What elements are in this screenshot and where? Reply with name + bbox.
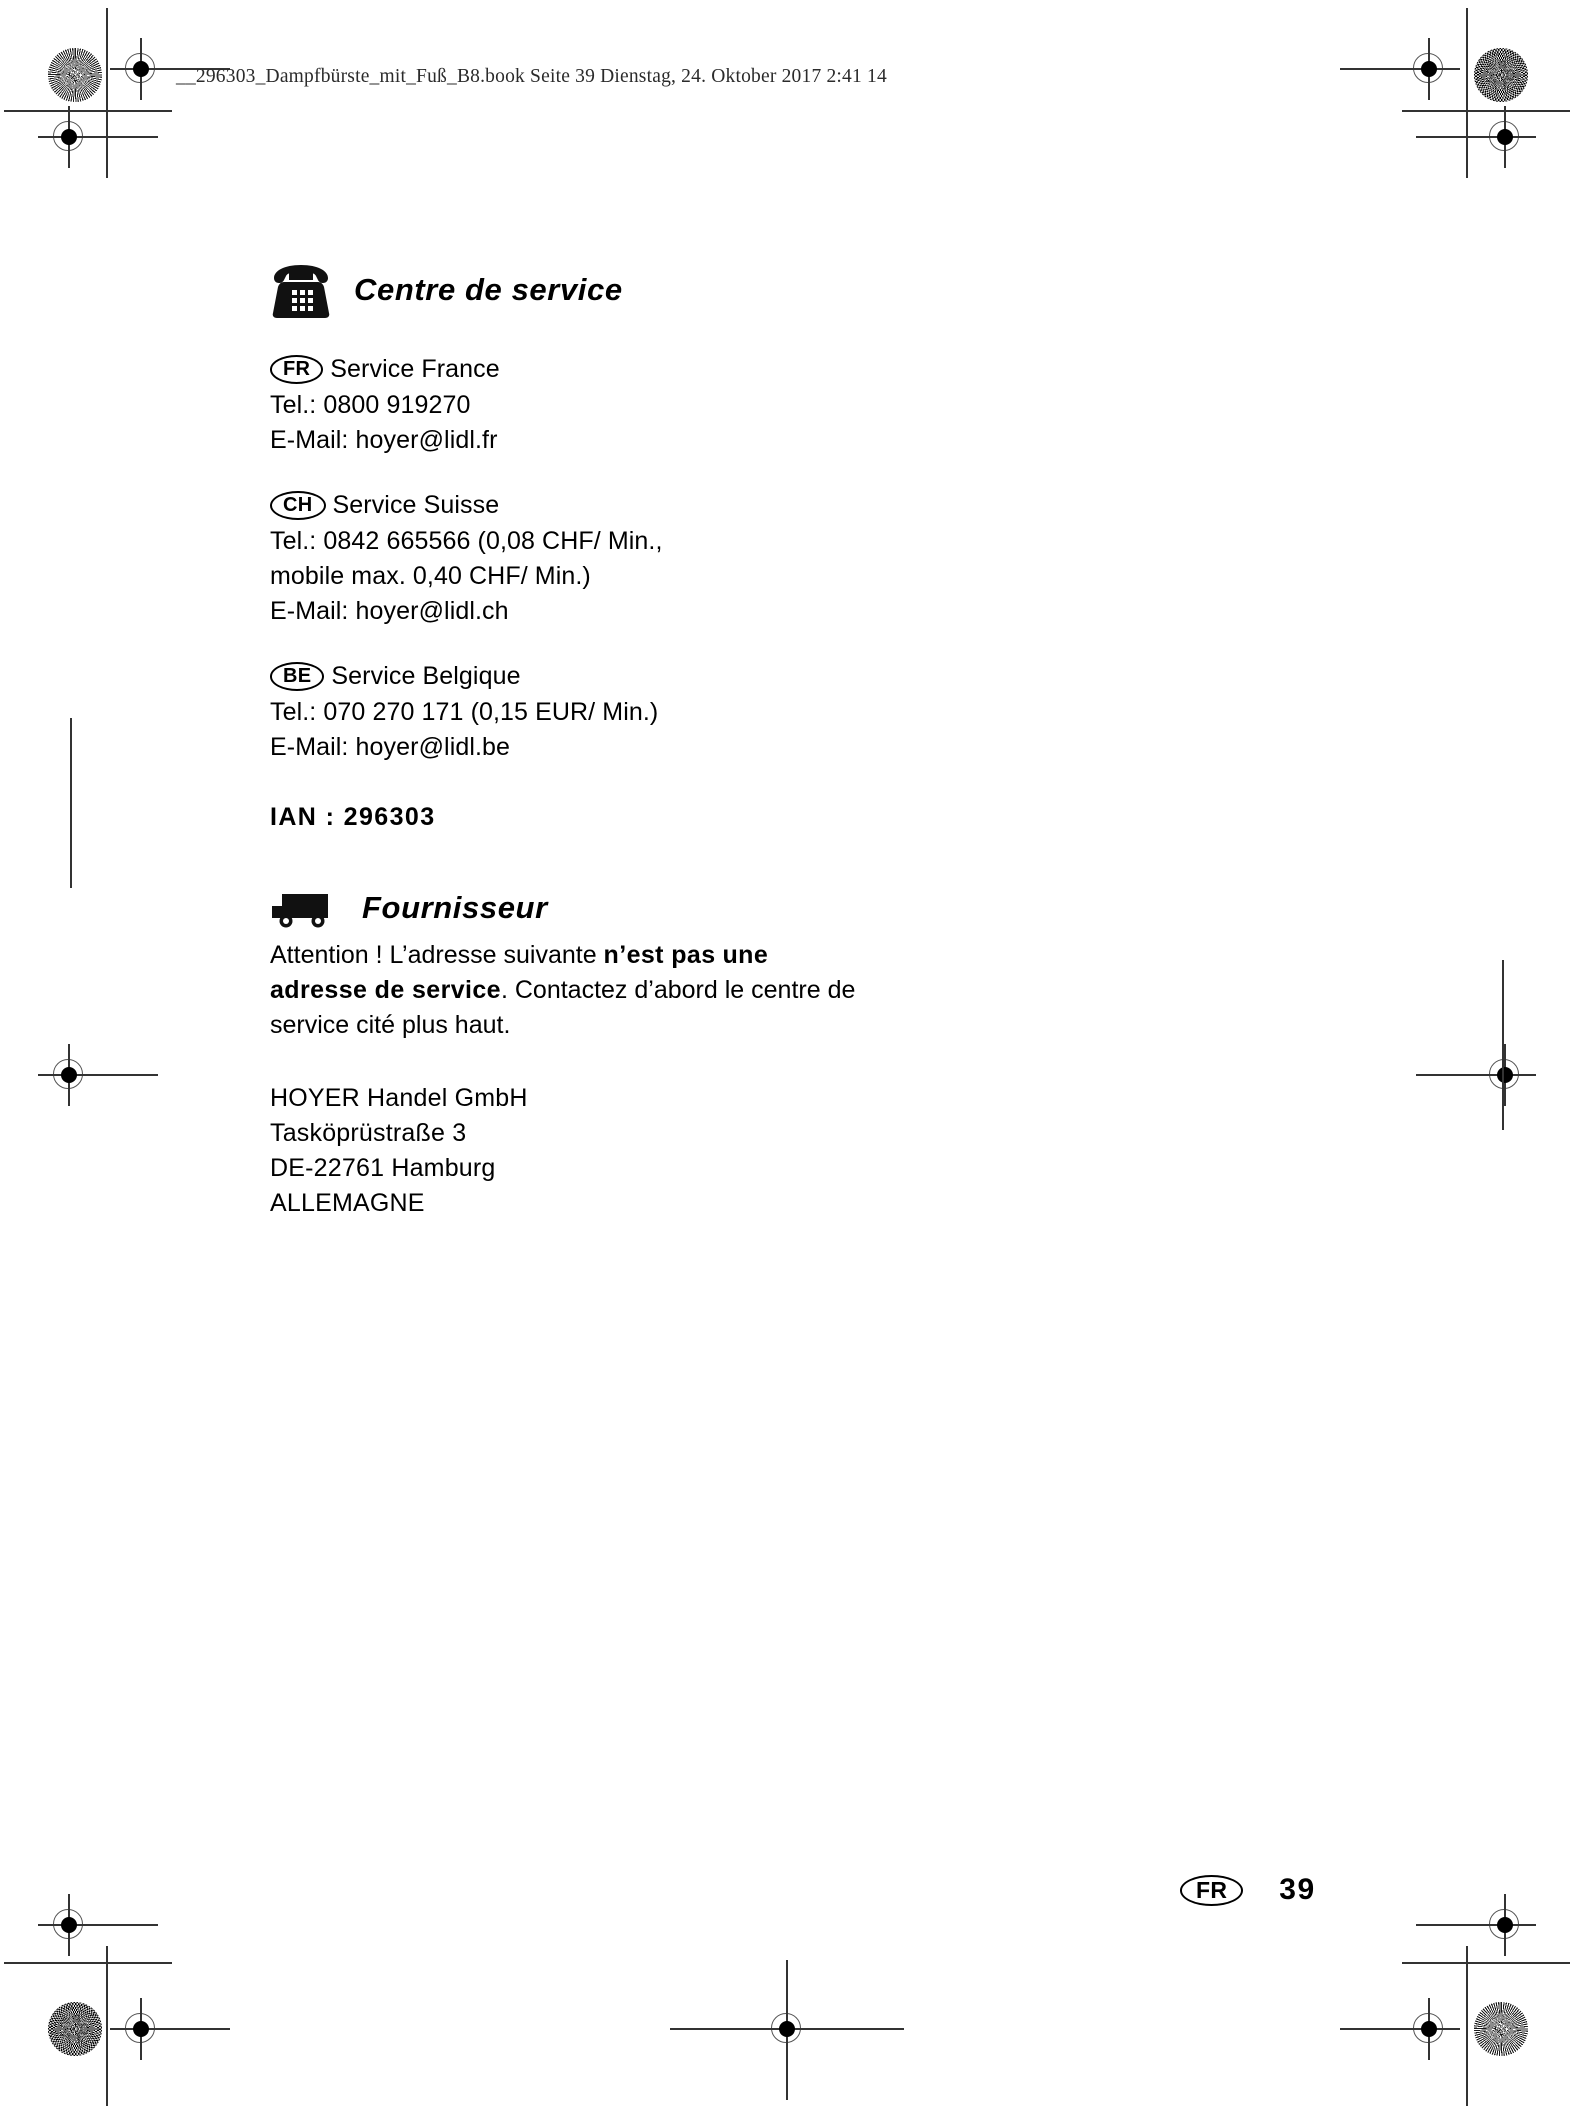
crop-rule-bottom-left-vertical — [106, 1946, 108, 2106]
service-email-ch[interactable]: E-Mail: hoyer@lidl.ch — [270, 597, 509, 625]
notice-part-2: . Contactez — [500, 976, 628, 1004]
crop-rule-bottom-right-vertical — [1466, 1946, 1468, 2106]
page-content — [270, 262, 1170, 1221]
service-tel-be: Tel.: 070 270 171 (0,15 EUR/ Min.) — [270, 698, 659, 726]
page-number: 39 — [1279, 1873, 1316, 1906]
reg-dot — [779, 2021, 795, 2037]
reg-dot — [133, 61, 149, 77]
ian-number: IAN : 296303 — [270, 803, 436, 831]
service-name-row-ch — [270, 488, 1170, 523]
reg-hline — [38, 136, 158, 138]
reg-dot — [1421, 2021, 1437, 2037]
service-name-ch: Service Suisse — [332, 491, 500, 519]
reg-hline — [1340, 68, 1460, 70]
service-name-fr: Service France — [330, 355, 500, 383]
truck-icon — [270, 888, 340, 928]
supplier-address — [270, 1081, 1170, 1221]
reg-dot — [1421, 61, 1437, 77]
crop-rule-right-bottom-horizontal — [1402, 1962, 1570, 1964]
starburst-mark-top-left — [48, 48, 102, 102]
country-badge-be: BE — [270, 662, 324, 691]
registration-mark-bottom-left — [114, 2002, 168, 2056]
address-line-company: HOYER Handel GmbH — [270, 1084, 528, 1112]
crop-rule-left-bottom-horizontal — [4, 1962, 172, 1964]
registration-mark-bottom-center — [760, 2002, 814, 2056]
service-name-row-fr — [270, 352, 1170, 387]
crop-rule-top-left-vertical — [106, 8, 108, 178]
notice-bold-2: une adresse de service — [270, 941, 769, 1004]
book-header-line: __296303_Dampfbürste_mit_Fuß_B8.book Seite 39 Dienstag, 24. Oktober 2017 2:41 14 — [176, 66, 887, 87]
registration-mark-bottom-right — [1402, 2002, 1456, 2056]
starburst-mark-bottom-right — [1474, 2002, 1528, 2056]
reg-dot — [133, 2021, 149, 2037]
country-badge-fr: FR — [270, 355, 323, 384]
registration-mark-right-upper — [1478, 110, 1532, 164]
reg-hline — [110, 2028, 230, 2030]
service-tel-fr: Tel.: 0800 919270 — [270, 391, 471, 419]
service-email-be[interactable]: E-Mail: hoyer@lidl.be — [270, 733, 511, 761]
reg-dot — [61, 129, 77, 145]
reg-dot — [1497, 1067, 1513, 1083]
registration-mark-left-lower — [42, 1898, 96, 1952]
service-block-be — [270, 659, 1170, 765]
starburst-mark-top-right — [1474, 48, 1528, 102]
address-line-city: DE-22761 Hamburg — [270, 1154, 496, 1182]
reg-dot — [61, 1917, 77, 1933]
reg-hline — [1340, 2028, 1460, 2030]
notice-part-3: d’abord le centre de service cité plus haut. — [270, 976, 856, 1039]
reg-dot — [1497, 1917, 1513, 1933]
country-badge-ch: CH — [270, 491, 326, 520]
reg-hline — [1416, 1074, 1536, 1076]
registration-mark-top-left — [114, 42, 168, 96]
notice-part-1: Attention ! L’adresse suivante — [270, 941, 604, 969]
service-block-fr — [270, 352, 1170, 458]
notice-bold-1: n’est pas — [603, 941, 716, 969]
starburst-mark-bottom-left — [48, 2002, 102, 2056]
service-tel-ch-cont: mobile max. 0,40 CHF/ Min.) — [270, 562, 591, 590]
service-email-fr[interactable]: E-Mail: hoyer@lidl.fr — [270, 426, 498, 454]
service-center-title: Centre de service — [354, 272, 623, 307]
registration-mark-top-right — [1402, 42, 1456, 96]
service-tel-ch: Tel.: 0842 665566 (0,08 CHF/ Min., — [270, 527, 663, 555]
reg-hline — [38, 1074, 158, 1076]
crop-rule-mid-left-vertical — [70, 718, 72, 888]
supplier-title: Fournisseur — [362, 890, 548, 925]
service-block-ch — [270, 488, 1170, 629]
supplier-heading — [270, 888, 1170, 928]
footer-country-badge-fr: FR — [1180, 1875, 1243, 1906]
address-line-country: ALLEMAGNE — [270, 1189, 425, 1217]
crop-rule-mid-right-vertical — [1502, 960, 1504, 1130]
registration-mark-mid-right — [1478, 1048, 1532, 1102]
registration-mark-left-upper — [42, 110, 96, 164]
reg-dot — [61, 1067, 77, 1083]
registration-mark-right-lower — [1478, 1898, 1532, 1952]
reg-hline — [1416, 136, 1536, 138]
telephone-icon — [270, 262, 332, 318]
service-name-be: Service Belgique — [331, 662, 521, 690]
crop-rule-top-right-vertical — [1466, 8, 1468, 178]
address-line-street: Tasköprüstraße 3 — [270, 1119, 467, 1147]
page-footer — [1180, 1873, 1316, 1907]
registration-mark-mid-left — [42, 1048, 96, 1102]
supplier-notice — [270, 938, 870, 1043]
reg-hline — [1416, 1924, 1536, 1926]
service-center-heading — [270, 262, 1170, 318]
reg-hline — [38, 1924, 158, 1926]
reg-dot — [1497, 129, 1513, 145]
service-name-row-be — [270, 659, 1170, 694]
